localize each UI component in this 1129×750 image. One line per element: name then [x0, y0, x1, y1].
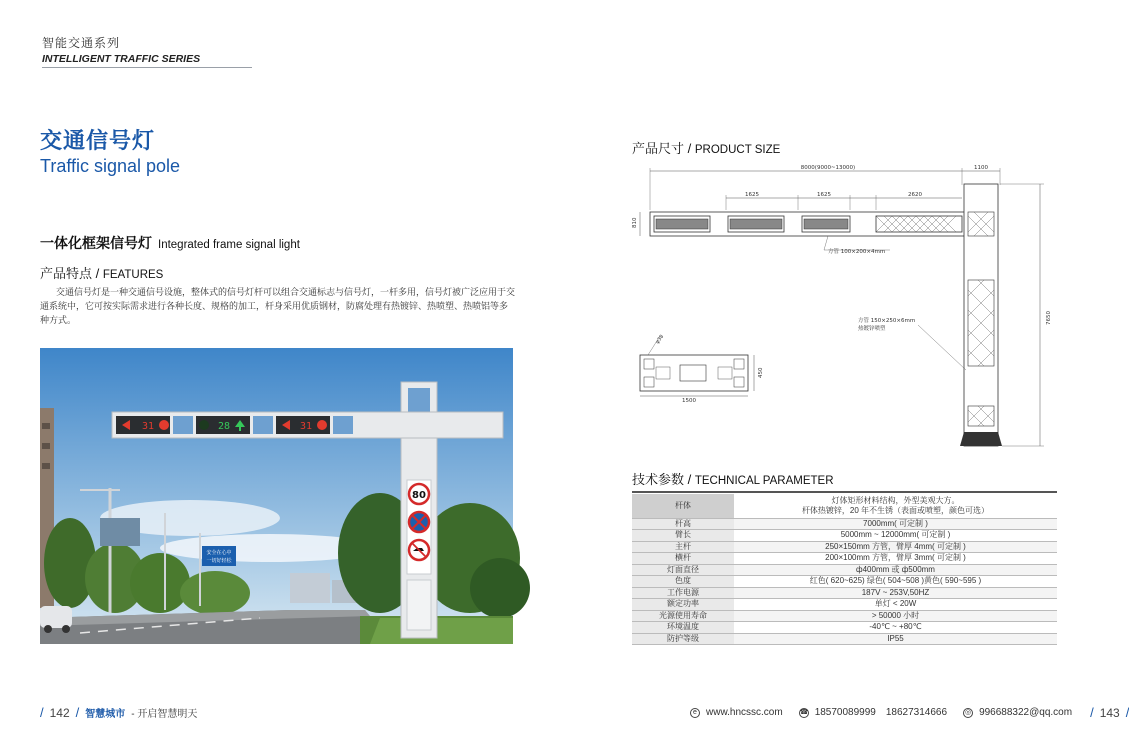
series-divider [42, 67, 252, 68]
page-number-left: 142 [49, 705, 70, 720]
footer-slash: / [40, 705, 44, 720]
features-text: 交通信号灯是一种交通信号设施，整体式的信号灯杆可以组合交通标志与信号灯，一杆多用，信号灯被广泛应用于交通系统中，它可按实际需求进行各种长度、规格的加工，杆身采用优质钢材，防腐处理有热镀锌、热喷塑、热喷铝等多种方式。 [40, 287, 516, 325]
technical-drawing [628, 160, 1058, 455]
technical-heading [632, 469, 834, 488]
dimension-drawing [628, 160, 1058, 455]
product-name-cn: 一体化框架信号灯 [40, 235, 152, 251]
red-light-icon [159, 420, 169, 430]
param-value [734, 494, 1057, 518]
product-name-en: Integrated frame signal light [158, 239, 300, 251]
table-row [632, 553, 1057, 565]
signal-countdown-3: 31 [300, 421, 313, 432]
param-value: 7000mm( 可定制 ) [734, 518, 1057, 530]
footer-brand: 智慧城市 [85, 709, 126, 720]
road-sign-text-1: 安全在心中 [206, 550, 232, 556]
traffic-signs [409, 484, 429, 560]
speed-limit-value: 80 [412, 490, 426, 501]
param-key: 光源使用寿命 [632, 610, 734, 622]
footer-slash: / [75, 705, 80, 720]
product-size-heading-en: PRODUCT SIZE [694, 144, 781, 156]
footer-right [690, 705, 1129, 720]
param-value: 200×100mm 方管，臂厚 3mm( 可定制 ) [734, 553, 1057, 565]
features-heading-cn: 产品特点 / [40, 266, 100, 281]
table-row [632, 599, 1057, 611]
note-arm: 方管 100×200×4mm [828, 249, 886, 255]
footer-phone-2: 18627314666 [885, 707, 948, 718]
base-diameter: φ38 [654, 333, 666, 346]
dim-arm-total: 8000(9000~13000) [800, 165, 856, 171]
footer-slash: / [1125, 705, 1129, 720]
footer-slogan: - 开启智慧明天 [131, 709, 198, 720]
dim-arm-height: 810 [632, 217, 638, 228]
page-title-cn: 交通信号灯 [40, 128, 156, 153]
product-size-heading-cn: 产品尺寸 / [632, 141, 692, 156]
product-photo [40, 348, 513, 644]
signal-countdown-1: 31 [142, 421, 155, 432]
web-icon: e [690, 708, 700, 718]
series-title-en: INTELLIGENT TRAFFIC SERIES [42, 53, 201, 65]
param-value: > 50000 小时 [734, 610, 1057, 622]
road-sign-text-2: 一切好轻松 [206, 558, 232, 564]
footer-website[interactable]: www.hncssc.com [706, 707, 783, 718]
param-key: 臂长 [632, 530, 734, 542]
red-light-icon [317, 420, 327, 430]
table-row [632, 622, 1057, 634]
param-value: 红色( 620~625) 绿色( 504~508 )黄色( 590~595 ) [734, 576, 1057, 588]
param-value-line: 杆体热镀锌，20 年不生锈（表面或喷塑，颜色可选） [801, 505, 990, 515]
table-top-rule [632, 491, 1057, 493]
technical-heading-en: TECHNICAL PARAMETER [694, 475, 834, 487]
param-value: 5000mm ~ 12000mm( 可定制 ) [734, 530, 1057, 542]
technical-heading-cn: 技术参数 / [632, 472, 692, 487]
param-key: 额定功率 [632, 599, 734, 611]
table-row [632, 633, 1057, 645]
param-key: 环境温度 [632, 622, 734, 634]
phone-icon: ☎ [799, 708, 809, 716]
dim-seg-1: 1625 [745, 192, 759, 198]
param-key: 杆高 [632, 518, 734, 530]
param-key: 防护等级 [632, 633, 734, 645]
param-value-line: 灯体矩形材料结构，外型美观大方。 [831, 495, 960, 505]
param-key: 色度 [632, 576, 734, 588]
param-key: 工作电源 [632, 587, 734, 599]
table-row [632, 494, 1057, 518]
base-width: 1500 [682, 398, 696, 404]
series-header [42, 34, 252, 68]
param-key: 杆体 [632, 494, 734, 518]
dim-total-height: 7650 [1046, 311, 1052, 325]
param-value: ф400mm 或 ф500mm [734, 564, 1057, 576]
series-title-cn: 智能交通系列 [42, 36, 121, 50]
product-name [40, 233, 300, 253]
product-size-heading [632, 138, 780, 157]
page-number-right: 143 [1099, 705, 1120, 720]
table-row [632, 530, 1057, 542]
footer-email[interactable]: 996688322@qq.com [979, 707, 1073, 718]
table-row [632, 576, 1057, 588]
note-pole-2: 热镀锌喷塑 [858, 326, 886, 332]
table-row [632, 610, 1057, 622]
footer-left [40, 705, 197, 720]
dim-seg-3: 2620 [908, 192, 922, 198]
features-heading [40, 263, 163, 282]
table-row [632, 518, 1057, 530]
param-key: 灯面直径 [632, 564, 734, 576]
signal-countdown-2: 28 [218, 421, 231, 432]
base-height: 450 [758, 367, 764, 378]
table-row [632, 587, 1057, 599]
param-key: 横杆 [632, 553, 734, 565]
page-title-en: Traffic signal pole [40, 156, 181, 176]
table-row [632, 541, 1057, 553]
page-title [40, 124, 180, 177]
features-heading-en: FEATURES [102, 269, 164, 281]
param-value: 250×150mm 方管，臂厚 4mm( 可定制 ) [734, 541, 1057, 553]
note-pole-1: 方管 150×250×6mm [858, 318, 916, 324]
street-scene [40, 348, 513, 644]
dim-pole-width: 1100 [974, 165, 988, 171]
footer-slash: / [1090, 705, 1094, 720]
param-key: 主杆 [632, 541, 734, 553]
param-value: -40℃ ~ +80℃ [734, 622, 1057, 634]
param-value: 单灯 < 20W [734, 599, 1057, 611]
chat-icon: ◎ [965, 708, 972, 716]
param-value: IP55 [734, 633, 1057, 645]
table-row [632, 564, 1057, 576]
param-value: 187V ~ 253V,50HZ [734, 587, 1057, 599]
footer-phone-1: 18570089999 [814, 707, 876, 718]
dim-seg-2: 1625 [817, 192, 831, 198]
technical-parameter-table [632, 494, 1057, 645]
